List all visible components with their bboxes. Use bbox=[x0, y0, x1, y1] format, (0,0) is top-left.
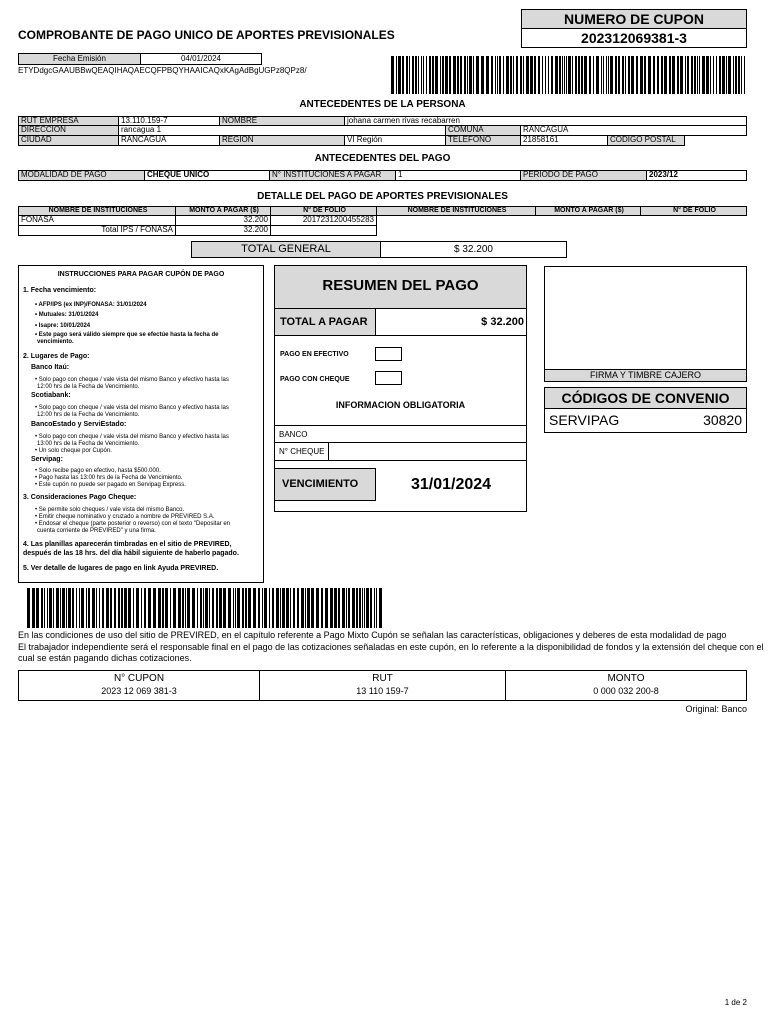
instr-planillas-2: después de las 18 hrs. del día hábil siguiente de haberlo pagado. bbox=[23, 550, 239, 557]
instr-cheque-4: cuenta corriente de PREVIRED" y una firma. bbox=[37, 528, 156, 534]
emission-date-label: Fecha Emisión bbox=[18, 53, 141, 65]
periodo-label: PERIODO DE PAGO bbox=[520, 170, 647, 181]
convenio-code: 30820 bbox=[703, 412, 742, 428]
direccion-value: rancagua 1 bbox=[118, 125, 446, 136]
total-pagar-label: TOTAL A PAGAR bbox=[275, 309, 376, 336]
header-monto-left: MONTO A PAGAR ($) bbox=[175, 206, 271, 216]
barcode-bottom bbox=[27, 588, 383, 628]
cupon-value: 2023 12 069 381-3 bbox=[101, 686, 177, 696]
summary-table bbox=[18, 670, 747, 701]
instr-estado-3: • Un solo cheque por Cupón. bbox=[35, 448, 112, 454]
instr-ayuda: 5. Ver detalle de lugares de pago en link Ayuda PREVIRED. bbox=[23, 565, 219, 572]
instr-cheque-1: • Se permite solo cheques / vale vista del mismo Banco. bbox=[35, 507, 185, 513]
instr-itau-2: 12:00 hrs de la Fecha de Vencimiento. bbox=[37, 384, 140, 390]
coupon-number: 202312069381-3 bbox=[521, 28, 747, 48]
cupon-col bbox=[19, 671, 260, 700]
nombre-label: NOMBRE bbox=[219, 116, 345, 126]
barcode-top bbox=[391, 56, 747, 94]
emission-date: 04/01/2024 bbox=[140, 53, 262, 65]
vencimiento-value: 31/01/2024 bbox=[410, 476, 492, 493]
banco-label: BANCO bbox=[279, 430, 308, 439]
document-title: COMPROBANTE DE PAGO UNICO DE APORTES PREVISIONALES bbox=[18, 28, 395, 42]
instructions-box bbox=[18, 265, 264, 583]
rut-empresa-value: 13.110.159-7 bbox=[118, 116, 220, 126]
instr-scotia: Scotiabank: bbox=[31, 392, 71, 399]
pago-cheque-label: PAGO CON CHEQUE bbox=[280, 376, 350, 383]
rut-col bbox=[260, 671, 506, 700]
cupon-label: N° CUPON bbox=[113, 673, 165, 684]
instr-servipag-3: • Este cupón no puede ser pagado en Servipag Express. bbox=[35, 482, 186, 488]
telefono-value: 21858161 bbox=[520, 135, 608, 146]
instr-cheque-2: • Emitir cheque nominativo y cruzado a nombre de PREVIRED S.A. bbox=[35, 514, 215, 520]
ciudad-label: CIUDAD bbox=[18, 135, 119, 146]
instr-scotia-1: • Solo pago con cheque / vale vista del mismo Banco y efectivo hasta las bbox=[35, 405, 229, 411]
convenio-title: CÓDIGOS DE CONVENIO bbox=[544, 387, 747, 409]
instr-itau: Banco Itaú: bbox=[31, 364, 70, 371]
convenio-row bbox=[544, 408, 747, 433]
instr-isapre: • Isapre: 10/01/2024 bbox=[35, 323, 91, 329]
header-folio-right: N° DE FOLIO bbox=[640, 206, 747, 216]
pago-section-title: ANTECEDENTES DEL PAGO bbox=[314, 153, 451, 164]
monto-col bbox=[506, 671, 746, 700]
instr-afp: • AFP/IPS (ex INP)/FONASA: 31/01/2024 bbox=[35, 302, 147, 308]
coupon-label: NUMERO DE CUPON bbox=[521, 9, 747, 29]
footer-note-2b: cual se están pagando dichas cotizaciones. bbox=[18, 653, 192, 663]
banco-field[interactable] bbox=[275, 425, 526, 443]
instr-consideraciones: 3. Consideraciones Pago Cheque: bbox=[23, 494, 137, 501]
resumen-box bbox=[274, 265, 527, 512]
info-obligatoria-label: INFORMACION OBLIGATORIA bbox=[335, 400, 466, 410]
row-institution-folio: 2017231200455283 bbox=[270, 215, 377, 226]
instr-cheque-3: • Endosar el cheque (parte posterior o reverso) con el texto "Depositar en bbox=[35, 521, 230, 527]
pago-efectivo-label: PAGO EN EFECTIVO bbox=[280, 351, 349, 358]
convenio-name: SERVIPAG bbox=[549, 412, 620, 428]
ciudad-value: RANCAGUA bbox=[118, 135, 220, 146]
region-value: VI Región bbox=[344, 135, 446, 146]
instituciones-value: 1 bbox=[395, 170, 521, 181]
footer-note-1: En las condiciones de uso del sitio de PREVIRED, en el capítulo referente a Pago Mixto Cupón se señalan las características, obligaciones y deberes de esta modalidad de pago bbox=[18, 630, 727, 640]
firma-box bbox=[544, 266, 747, 370]
instructions-title: INSTRUCCIONES PARA PAGAR CUPÓN DE PAGO bbox=[57, 271, 225, 278]
instr-servipag: Servipag: bbox=[31, 456, 63, 463]
total-pagar-value: $ 32.200 bbox=[376, 309, 526, 336]
region-label: REGION bbox=[219, 135, 345, 146]
subtotal-blank bbox=[270, 225, 377, 236]
monto-label: MONTO bbox=[607, 673, 645, 684]
pago-cheque-checkbox[interactable] bbox=[375, 371, 402, 385]
firma-cajero-label: FIRMA Y TIMBRE CAJERO bbox=[544, 369, 747, 382]
row-institution-name: FONASA bbox=[18, 215, 176, 226]
header-monto-right: MONTO A PAGAR ($) bbox=[535, 206, 641, 216]
instr-servipag-2: • Pago hasta las 13:00 hrs de la Fecha de Vencimiento. bbox=[35, 475, 183, 481]
comuna-label: COMUNA bbox=[445, 125, 521, 136]
direccion-label: DIRECCION bbox=[18, 125, 119, 136]
subtotal-label: Total IPS / FONASA bbox=[18, 225, 176, 236]
codigo-postal-value bbox=[684, 135, 747, 146]
instr-estado: BancoEstado y ServiEstado: bbox=[31, 421, 127, 428]
instr-servipag-1: • Solo recibe pago en efectivo, hasta $500.000. bbox=[35, 468, 161, 474]
original-banco: Original: Banco bbox=[685, 704, 747, 714]
header-instituciones-left: NOMBRE DE INSTITUCIONES bbox=[18, 206, 176, 216]
hash-code: ETYDdgcGAAUBBwQEAQIHAQAECQFPBQYHAAICAQxKAgAdBgUGPz8QPz8/ bbox=[18, 66, 307, 75]
codigo-postal-label: CODIGO POSTAL bbox=[607, 135, 685, 146]
instr-fecha-vencimiento: 1. Fecha vencimiento: bbox=[23, 287, 97, 294]
monto-value: 0 000 032 200-8 bbox=[593, 686, 659, 696]
instr-estado-1: • Solo pago con cheque / vale vista del mismo Banco y efectivo hasta las bbox=[35, 434, 229, 440]
instr-validez-1: • Este pago será válido siempre que se efectúe hasta la fecha de bbox=[35, 332, 219, 338]
instr-itau-1: • Solo pago con cheque / vale vista del mismo Banco y efectivo hasta las bbox=[35, 377, 229, 383]
footer-note-2a: El trabajador independiente será el responsable final en el pago de las cotizaciones señaladas en este cupón, en lo referente a la disponibilidad de fondos y la extensión del cheque con el bbox=[18, 642, 764, 652]
instr-lugares: 2. Lugares de Pago: bbox=[23, 353, 90, 360]
nombre-value: johana carmen rivas recabarren bbox=[344, 116, 747, 126]
persona-section-title: ANTECEDENTES DE LA PERSONA bbox=[299, 99, 466, 110]
instr-planillas-1: 4. Las planillas aparecerán timbradas en el sitio de PREVIRED, bbox=[23, 541, 232, 548]
instituciones-label: N° INSTITUCIONES A PAGAR bbox=[269, 170, 396, 181]
ncheque-label: N° CHEQUE bbox=[279, 443, 329, 460]
page-number: 1 de 2 bbox=[724, 998, 747, 1007]
modalidad-value: CHEQUE UNICO bbox=[144, 170, 270, 181]
resumen-title: RESUMEN DEL PAGO bbox=[275, 266, 526, 309]
rut-label: RUT bbox=[372, 673, 393, 684]
total-general-label: TOTAL GENERAL bbox=[191, 241, 381, 258]
periodo-value: 2023/12 bbox=[646, 170, 747, 181]
detalle-section-title: DETALLE DEL PAGO DE APORTES PREVISIONALES bbox=[257, 191, 508, 202]
vencimiento-label: VENCIMIENTO bbox=[275, 468, 376, 501]
header-folio-left: N° DE FOLIO bbox=[270, 206, 377, 216]
pago-efectivo-checkbox[interactable] bbox=[375, 347, 402, 361]
row-institution-amount: 32.200 bbox=[175, 215, 271, 226]
telefono-label: TELEFONO bbox=[445, 135, 521, 146]
instr-scotia-2: 12:00 hrs de la Fecha de Vencimiento. bbox=[37, 412, 140, 418]
comuna-value: RANCAGUA bbox=[520, 125, 747, 136]
rut-value: 13 110 159-7 bbox=[356, 686, 409, 696]
rut-empresa-label: RUT EMPRESA bbox=[18, 116, 119, 126]
ncheque-field[interactable] bbox=[275, 443, 526, 461]
modalidad-label: MODALIDAD DE PAGO bbox=[18, 170, 145, 181]
subtotal-value: 32.200 bbox=[175, 225, 271, 236]
header-instituciones-right: NOMBRE DE INSTITUCIONES bbox=[376, 206, 536, 216]
instr-estado-2: 13:00 hrs de la Fecha de Vencimiento. bbox=[37, 441, 140, 447]
total-general-value: $ 32.200 bbox=[380, 241, 567, 258]
instr-mutuales: • Mutuales: 31/01/2024 bbox=[35, 312, 99, 318]
instr-validez-2: vencimiento. bbox=[37, 339, 74, 345]
